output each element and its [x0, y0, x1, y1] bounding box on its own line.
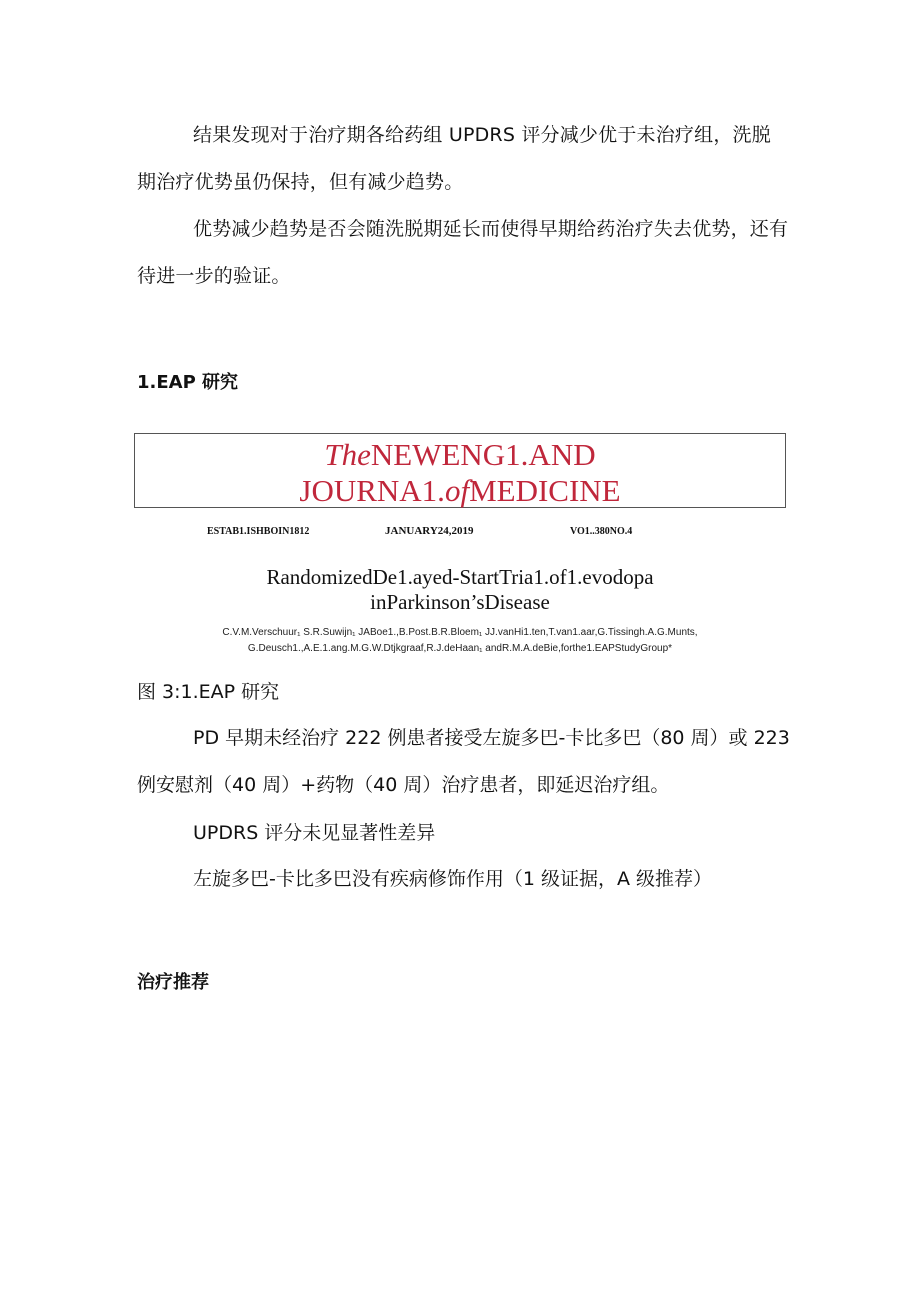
author-list-line-1: C.V.M.Verschuur₁ S.R.Suwijn₁ JABoe1.,B.Post.B.R.Bloem₁ JJ.vanHi1.ten,T.van1.aar,G.Tissingh.A.G.Munts,	[222, 627, 698, 638]
nejm-masthead	[134, 433, 786, 508]
author-list-line-2: G.Deusch1.,A.E.1.ang.M.G.W.Dtjkgraaf,R.J.deHaan₁ andR.M.A.deBie,forthe1.EAPStudyGroup*	[247, 643, 673, 654]
masthead-new-england: NEWENG1.AND	[370, 437, 596, 472]
figure-caption: 图 3:1.EAP 研究	[137, 681, 280, 703]
masthead-line-2	[135, 473, 785, 509]
paragraph-washout-trend: 优势减少趋势是否会随洗脱期延长而使得早期给药治疗失去优势，还有待进一步的验证。	[137, 218, 789, 287]
masthead-medicine: MEDICINE	[469, 473, 621, 508]
article-title	[0, 565, 920, 615]
body-line-1: PD 早期未经治疗 222 例患者接受左旋多巴-卡比多巴（80 周）或 223	[193, 727, 790, 749]
masthead-italic-the: The	[324, 437, 371, 472]
section-heading-treatment-recommendation: 治疗推荐	[137, 972, 209, 993]
masthead-journal: JOURNA1.	[299, 473, 445, 508]
author-list	[0, 625, 920, 657]
body-line-4: 左旋多巴-卡比多巴没有疾病修饰作用（1 级证据，A 级推荐）	[193, 868, 713, 890]
issue-date: JANUARY24,2019	[385, 525, 474, 537]
article-title-line-1: RandomizedDe1.ayed-StartTria1.of1.evodopa	[266, 565, 654, 589]
masthead-line-1	[135, 437, 785, 473]
established-label: ESTAB1.ISHBOIN1812	[207, 526, 310, 537]
paragraph-updrs-results: 结果发现对于治疗期各给药组 UPDRS 评分减少优于未治疗组，洗脱期治疗优势虽仍保持，但有减少趋势。	[137, 124, 771, 193]
body-line-2: 例安慰剂（40 周）+药物（40 周）治疗患者，即延迟治疗组。	[137, 774, 670, 796]
body-line-3: UPDRS 评分未见显著性差异	[193, 822, 436, 844]
masthead-italic-of: of	[444, 473, 470, 508]
volume-number: VO1..380NO.4	[570, 526, 633, 537]
article-title-line-2: inParkinson’sDisease	[370, 590, 550, 614]
section-heading-eap: 1.EAP 研究	[137, 372, 239, 393]
